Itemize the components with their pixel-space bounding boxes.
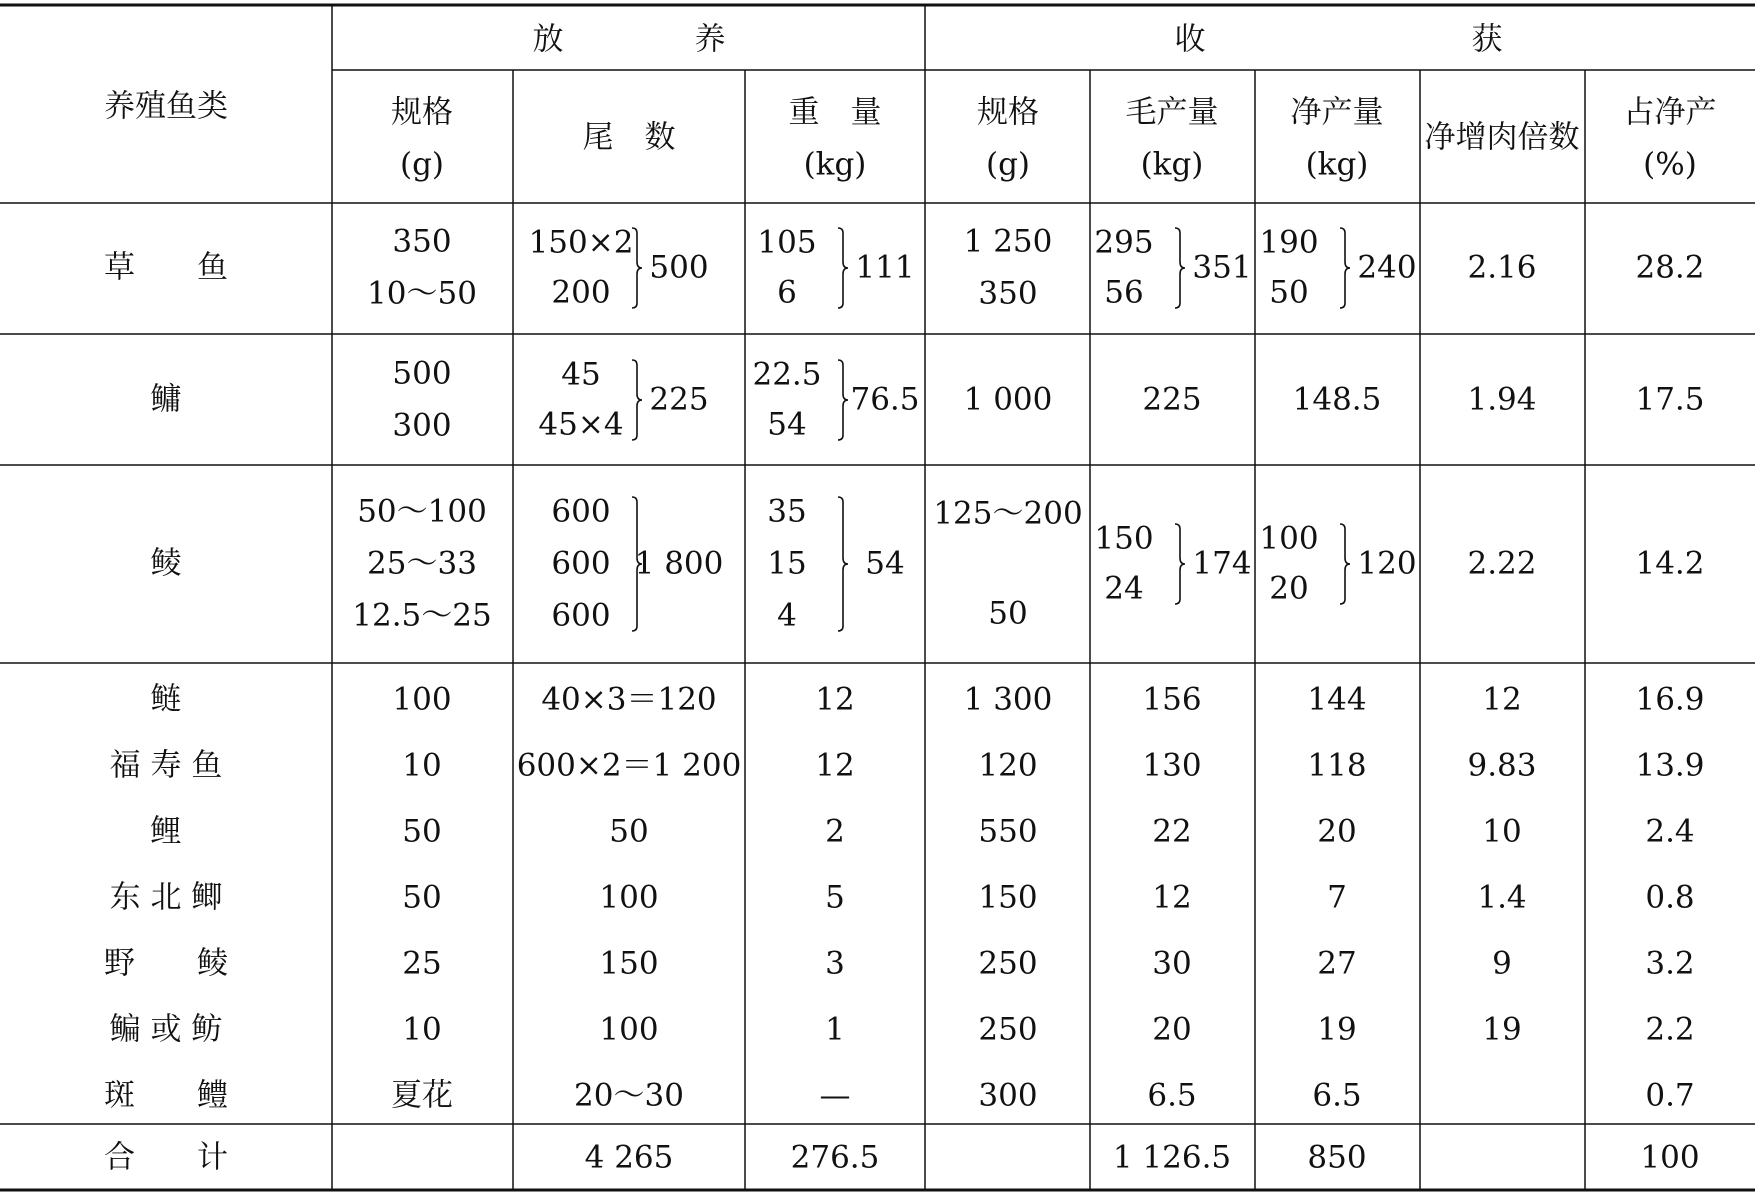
cell-value: 150	[599, 945, 659, 982]
brace-icon	[630, 227, 644, 309]
cell-part: 600	[551, 545, 611, 582]
fish-name: 鳙	[150, 381, 182, 418]
cell-value: 0.7	[1645, 1077, 1695, 1114]
column-header-name: 净产量	[1290, 94, 1384, 131]
cell-value: 9	[1492, 945, 1512, 982]
cell-part: 15	[767, 545, 807, 582]
fish-name: 野 鲮	[104, 945, 228, 982]
cell-value: 17.5	[1635, 381, 1705, 418]
cell-value: 13.9	[1635, 747, 1705, 784]
cell-line: 10～50	[367, 275, 477, 312]
cell-value: 10	[402, 1011, 442, 1048]
cell-value: 300	[978, 1077, 1038, 1114]
cell-value: 10	[402, 747, 442, 784]
fish-name: 鲤	[150, 813, 182, 850]
cell-line: 300	[392, 407, 452, 444]
fish-name: 福 寿 鱼	[109, 747, 223, 784]
cell-total: 174	[1192, 545, 1252, 582]
column-header-unit: (kg)	[803, 146, 867, 183]
column-header-name: 净增肉倍数	[1424, 119, 1580, 156]
cell-value: 550	[978, 813, 1038, 850]
cell-value: —	[819, 1077, 851, 1114]
cell-value: 1 300	[963, 681, 1053, 718]
cell-value: 20～30	[574, 1077, 684, 1114]
cell-part: 54	[767, 406, 807, 443]
column-header-unit: (kg)	[1140, 146, 1204, 183]
harvest-header-left: 收	[1174, 21, 1206, 58]
cell-value: 6.5	[1147, 1077, 1197, 1114]
total-value: 276.5	[790, 1139, 880, 1176]
cell-value: 100	[599, 879, 659, 916]
harvest-header-right: 获	[1471, 21, 1503, 58]
cell-value: 3	[825, 945, 845, 982]
fish-name: 鲮	[150, 545, 182, 582]
row-label-header: 养殖鱼类	[104, 88, 228, 125]
column-header-unit: (g)	[985, 146, 1031, 183]
column-header-name: 占净产	[1623, 94, 1717, 131]
cell-value: 144	[1307, 681, 1367, 718]
column-header-name: 规格	[977, 94, 1039, 131]
cell-value: 9.83	[1467, 747, 1537, 784]
cell-value: 20	[1317, 813, 1357, 850]
cell-value: 16.9	[1635, 681, 1705, 718]
cell-part: 100	[1259, 520, 1319, 557]
column-header-name: 毛产量	[1125, 94, 1219, 131]
brace-icon	[1173, 227, 1187, 309]
brace-icon	[630, 359, 644, 441]
cell-part: 4	[777, 597, 797, 634]
total-value: 100	[1640, 1139, 1700, 1176]
cell-part: 6	[777, 274, 797, 311]
cell-value: 156	[1142, 681, 1202, 718]
cell-total: 225	[649, 381, 709, 418]
cell-value: 2.4	[1645, 813, 1695, 850]
cell-total: 351	[1192, 249, 1252, 286]
cell-line: 50	[988, 595, 1028, 632]
cell-value: 1	[825, 1011, 845, 1048]
cell-value: 50	[609, 813, 649, 850]
cell-part: 20	[1269, 570, 1309, 607]
cell-total: 111	[855, 249, 915, 286]
cell-total: 240	[1357, 249, 1417, 286]
cell-line: 350	[978, 275, 1038, 312]
cell-part: 22.5	[752, 356, 822, 393]
cell-value: 12	[1482, 681, 1522, 718]
cell-value: 118	[1307, 747, 1367, 784]
cell-value: 12	[1152, 879, 1192, 916]
fish-name: 东 北 鲫	[109, 879, 223, 916]
cell-value: 50	[402, 813, 442, 850]
cell-total: 120	[1357, 545, 1417, 582]
cell-total: 500	[649, 249, 709, 286]
cell-value: 12	[815, 747, 855, 784]
brace-icon	[836, 496, 850, 632]
cell-part: 600	[551, 493, 611, 530]
cell-part: 600	[551, 597, 611, 634]
cell-value: 27	[1317, 945, 1357, 982]
fish-name: 鲢	[150, 681, 182, 718]
column-header-name: 重 量	[788, 94, 882, 131]
cell-value: 12	[815, 681, 855, 718]
stocking-header-right: 养	[694, 21, 726, 58]
cell-value: 148.5	[1292, 381, 1382, 418]
fish-name: 鳊 或 鲂	[109, 1011, 223, 1048]
cell-value: 5	[825, 879, 845, 916]
brace-icon	[836, 359, 850, 441]
cell-line: 1 000	[963, 381, 1053, 418]
cell-line: 500	[392, 355, 452, 392]
cell-part: 200	[551, 274, 611, 311]
cell-value: 250	[978, 1011, 1038, 1048]
cell-value: 100	[599, 1011, 659, 1048]
cell-value: 100	[392, 681, 452, 718]
cell-value: 2.16	[1467, 249, 1537, 286]
column-header-unit: (g)	[399, 146, 445, 183]
cell-part: 35	[767, 493, 807, 530]
cell-value: 130	[1142, 747, 1202, 784]
cell-part: 24	[1104, 570, 1144, 607]
cell-value: 50	[402, 879, 442, 916]
cell-value: 1.94	[1467, 381, 1537, 418]
cell-value: 7	[1327, 879, 1347, 916]
cell-part: 105	[757, 224, 817, 261]
fish-name: 草 鱼	[104, 249, 228, 286]
cell-value: 3.2	[1645, 945, 1695, 982]
cell-value: 40×3＝120	[541, 681, 717, 718]
cell-part: 190	[1259, 224, 1319, 261]
cell-value: 0.8	[1645, 879, 1695, 916]
cell-part: 150	[1094, 520, 1154, 557]
cell-part: 45×4	[538, 406, 624, 443]
cell-value: 2.2	[1645, 1011, 1695, 1048]
cell-value: 25	[402, 945, 442, 982]
cell-total: 1 800	[634, 545, 724, 582]
total-value: 850	[1307, 1139, 1367, 1176]
cell-part: 295	[1094, 224, 1154, 261]
column-header-unit: (%)	[1643, 146, 1697, 183]
cell-value: 30	[1152, 945, 1192, 982]
cell-line: 1 250	[963, 223, 1053, 260]
cell-line: 350	[392, 223, 452, 260]
cell-line: 12.5～25	[352, 597, 492, 634]
cell-value: 2	[825, 813, 845, 850]
cell-value: 600×2＝1 200	[516, 747, 742, 784]
stocking-header-left: 放	[532, 21, 564, 58]
cell-value: 夏花	[391, 1077, 453, 1114]
column-header-unit: (kg)	[1305, 146, 1369, 183]
cell-value: 225	[1142, 381, 1202, 418]
cell-value: 14.2	[1635, 545, 1705, 582]
cell-part: 150×2	[528, 224, 634, 261]
cell-value: 120	[978, 747, 1038, 784]
cell-part: 50	[1269, 274, 1309, 311]
total-label: 合 计	[104, 1139, 228, 1176]
total-value: 1 126.5	[1112, 1139, 1232, 1176]
cell-line: 25～33	[367, 545, 477, 582]
cell-total: 76.5	[850, 381, 920, 418]
cell-value: 28.2	[1635, 249, 1705, 286]
cell-value: 150	[978, 879, 1038, 916]
cell-part: 45	[561, 356, 601, 393]
brace-icon	[836, 227, 850, 309]
cell-value: 10	[1482, 813, 1522, 850]
cell-line: 50～100	[357, 493, 487, 530]
fish-name: 斑 鳢	[104, 1077, 228, 1114]
cell-value: 1.4	[1477, 879, 1527, 916]
cell-value: 2.22	[1467, 545, 1537, 582]
total-value: 4 265	[584, 1139, 674, 1176]
column-header-name: 规格	[391, 94, 453, 131]
brace-icon	[1338, 523, 1352, 605]
cell-value: 20	[1152, 1011, 1192, 1048]
column-header-name: 尾 数	[582, 119, 676, 156]
cell-value: 19	[1317, 1011, 1357, 1048]
cell-part: 56	[1104, 274, 1144, 311]
cell-value: 250	[978, 945, 1038, 982]
cell-total: 54	[865, 545, 905, 582]
cell-value: 22	[1152, 813, 1192, 850]
brace-icon	[1338, 227, 1352, 309]
cell-value: 19	[1482, 1011, 1522, 1048]
cell-value: 6.5	[1312, 1077, 1362, 1114]
brace-icon	[1173, 523, 1187, 605]
cell-line: 125～200	[933, 495, 1083, 532]
